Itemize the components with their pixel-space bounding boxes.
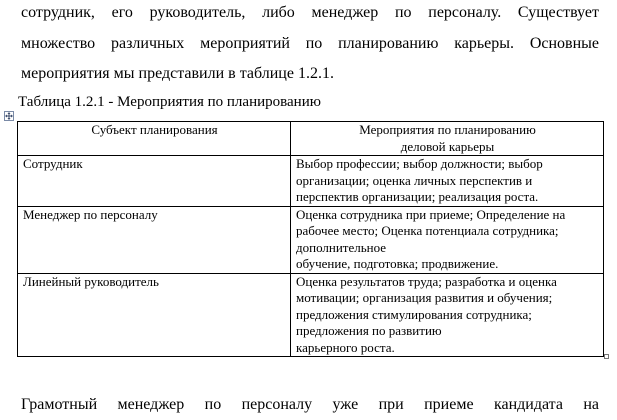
subject-cell: Линейный руководитель xyxy=(18,273,291,357)
activity-line: организации; оценка личных перспектив и xyxy=(296,172,533,188)
activities-cell xyxy=(291,156,604,207)
header-activities-label-line-1: Мероприятия по планированию xyxy=(359,122,536,137)
planning-table xyxy=(17,121,604,357)
move-arrows-icon[interactable] xyxy=(4,111,14,121)
body-paragraph-line-1: сотрудник, его руководитель, либо менеджер по персоналу. Существует xyxy=(21,4,599,21)
activity-line: предложения стимулирования сотрудника; xyxy=(296,306,532,322)
activity-line: карьерного роста. xyxy=(296,339,395,355)
activity-line: Оценка сотрудника при приеме; Определение на xyxy=(296,206,566,222)
table-row xyxy=(18,156,604,207)
following-paragraph-line: Грамотный менеджер по персоналу уже при приеме кандидата на xyxy=(21,396,599,413)
activity-line: рабочее место; Оценка потенциала сотрудника; xyxy=(296,223,559,238)
subject-cell: Сотрудник xyxy=(18,156,291,207)
activity-line: обучение, подготовка; продвижение. xyxy=(296,256,499,271)
activity-line: мотивации; организация развития и обучения; xyxy=(296,290,553,305)
table-caption: Таблица 1.2.1 - Мероприятия по планированию xyxy=(18,94,321,110)
activity-line: предложения по развитию xyxy=(296,323,442,338)
table-row xyxy=(18,206,604,273)
body-paragraph-line-2: множество различных мероприятий по планированию карьеры. Основные xyxy=(21,35,599,52)
header-cell-subject xyxy=(18,122,291,156)
resize-square-icon[interactable] xyxy=(604,354,609,359)
activity-line: Оценка результатов труда; разработка и оценка xyxy=(296,273,557,289)
header-subject-label: Субъект планирования xyxy=(91,122,218,137)
activity-line: перспектив организации; реализация роста. xyxy=(296,189,539,204)
header-activities-label-line-2: деловой карьеры xyxy=(400,138,495,154)
body-paragraph-line-3: мероприятия мы представили в таблице 1.2.1. xyxy=(21,65,334,82)
activities-cell xyxy=(291,206,604,273)
header-cell-activities xyxy=(291,122,604,156)
activity-line: Выбор профессии; выбор должности; выбор xyxy=(296,156,543,171)
subject-cell: Менеджер по персоналу xyxy=(18,206,291,273)
table-row xyxy=(18,273,604,357)
activities-cell xyxy=(291,273,604,357)
activity-line: дополнительное xyxy=(296,239,387,255)
table-header-row xyxy=(18,122,604,156)
